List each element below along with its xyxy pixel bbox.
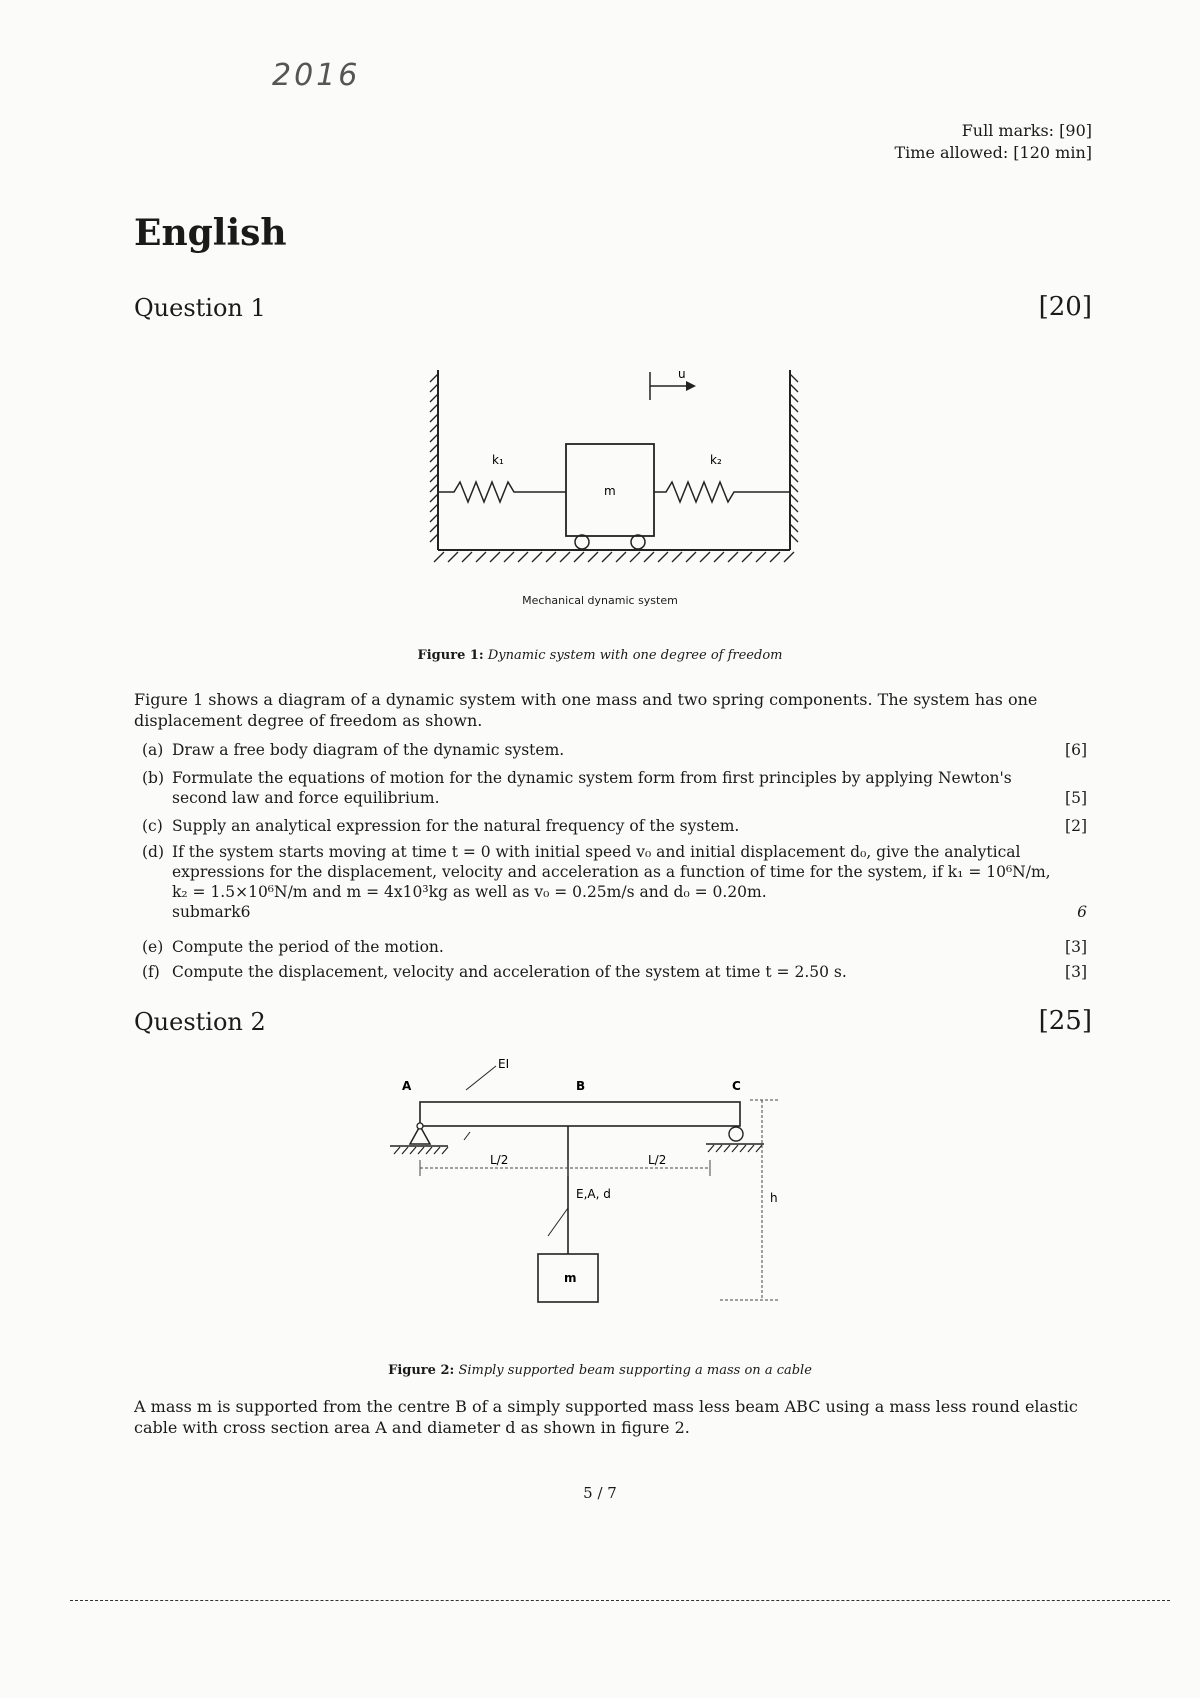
figure-2-diagram: [380, 1057, 820, 1335]
question-1-item-b: (b) Formulate the equations of motion for the dynamic system form from first principles by applying Newton's second law and force equilibrium. [5]: [142, 769, 1087, 807]
right-wall-hatching: [790, 374, 798, 542]
section-title: English: [134, 212, 287, 254]
question-1-item-d-text: If the system starts moving at time t = 0 with initial speed v₀ and initial displacement d₀, give the analytical expressions for the displacement, velocity and acceleration as a function of time for the system, if k₁ = 10⁶N/m, k₂ = 1.5×10⁶N/m and m = 4x10³kg as well as v₀ = 0.25m/s and d₀ = 0.20m.: [172, 843, 1051, 901]
label-m: m: [564, 1271, 577, 1285]
question-2-intro: A mass m is supported from the centre B of a simply supported mass less beam ABC using a mass less round elastic cable with cross section area A and diameter d as shown in figure 2.: [134, 1397, 1078, 1437]
question-2-marks: [25]: [1038, 1006, 1092, 1036]
label-ei: EI: [498, 1057, 510, 1071]
handwritten-year: 2016: [272, 58, 361, 93]
u-arrow-head: [686, 381, 696, 391]
question-1-item-c: (c) Supply an analytical expression for the natural frequency of the system. [2]: [142, 817, 1087, 835]
question-1-title: Question 1: [134, 294, 266, 322]
figure-2-caption-number: Figure 2:: [388, 1363, 455, 1378]
figure-1-caption: [0, 648, 1200, 663]
label-ead: E,A, d: [576, 1187, 611, 1201]
wheel-left: [575, 535, 589, 549]
exam-header: [894, 120, 1092, 164]
question-1-item-a: (a) Draw a free body diagram of the dynamic system. [6]: [142, 741, 1087, 759]
support-c: [729, 1127, 743, 1141]
k2-label: k₂: [710, 453, 722, 467]
spring-k1: [438, 482, 566, 502]
label-l2-left: L/2: [490, 1153, 509, 1167]
page-bottom-rule: [70, 1600, 1170, 1601]
question-1-item-f: (f) Compute the displacement, velocity and acceleration of the system at time t = 2.50 s. [3]: [142, 963, 1087, 981]
label-h: h: [770, 1191, 778, 1205]
submark-label: submark6: [172, 903, 251, 921]
label-a: A: [402, 1079, 412, 1093]
figure-1-caption-number: Figure 1:: [417, 648, 484, 663]
left-wall-hatching: [430, 374, 438, 542]
figure-2-caption: [0, 1363, 1200, 1378]
mass-label: m: [604, 484, 616, 498]
question-2-title: Question 2: [134, 1008, 266, 1036]
figure-1-subcaption: Mechanical dynamic system: [522, 594, 678, 607]
question-1-item-e: (e) Compute the period of the motion. [3]: [142, 938, 1087, 956]
page-number: 5 / 7: [583, 1484, 617, 1502]
label-l2-right: L/2: [648, 1153, 667, 1167]
question-1-marks: [20]: [1038, 292, 1092, 322]
wheel-right: [631, 535, 645, 549]
time-allowed: Time allowed: [120 min]: [894, 143, 1092, 162]
full-marks: Full marks: [90]: [961, 121, 1092, 140]
u-label: u: [678, 367, 686, 381]
floor-hatching: [434, 552, 794, 562]
figure-1-caption-text: Dynamic system with one degree of freedom: [487, 648, 783, 663]
figure-1-diagram: [420, 360, 810, 590]
question-1-item-d: (d) If the system starts moving at time t = 0 with initial speed v₀ and initial displacement d₀, give the analytical expressions for the displacement, velocity and acceleration as a function of time for the system, if k₁ = 10⁶N/m, k₂ = 1.5×10⁶N/m and m = 4x10³kg as well as v₀ = 0.25m/s and d₀ = 0.20m. submark6 6: [142, 843, 1087, 921]
figure-2-caption-text: Simply supported beam supporting a mass on a cable: [458, 1363, 812, 1378]
spring-k2: [654, 482, 790, 502]
k1-label: k₁: [492, 453, 504, 467]
label-c: C: [732, 1079, 741, 1093]
question-1-item-d-marks: 6: [1077, 903, 1087, 921]
question-1-intro: Figure 1 shows a diagram of a dynamic system with one mass and two spring components. The system has one displacement degree of freedom as shown.: [134, 690, 1038, 730]
beam-abc: [420, 1102, 740, 1126]
label-b: B: [576, 1079, 586, 1093]
